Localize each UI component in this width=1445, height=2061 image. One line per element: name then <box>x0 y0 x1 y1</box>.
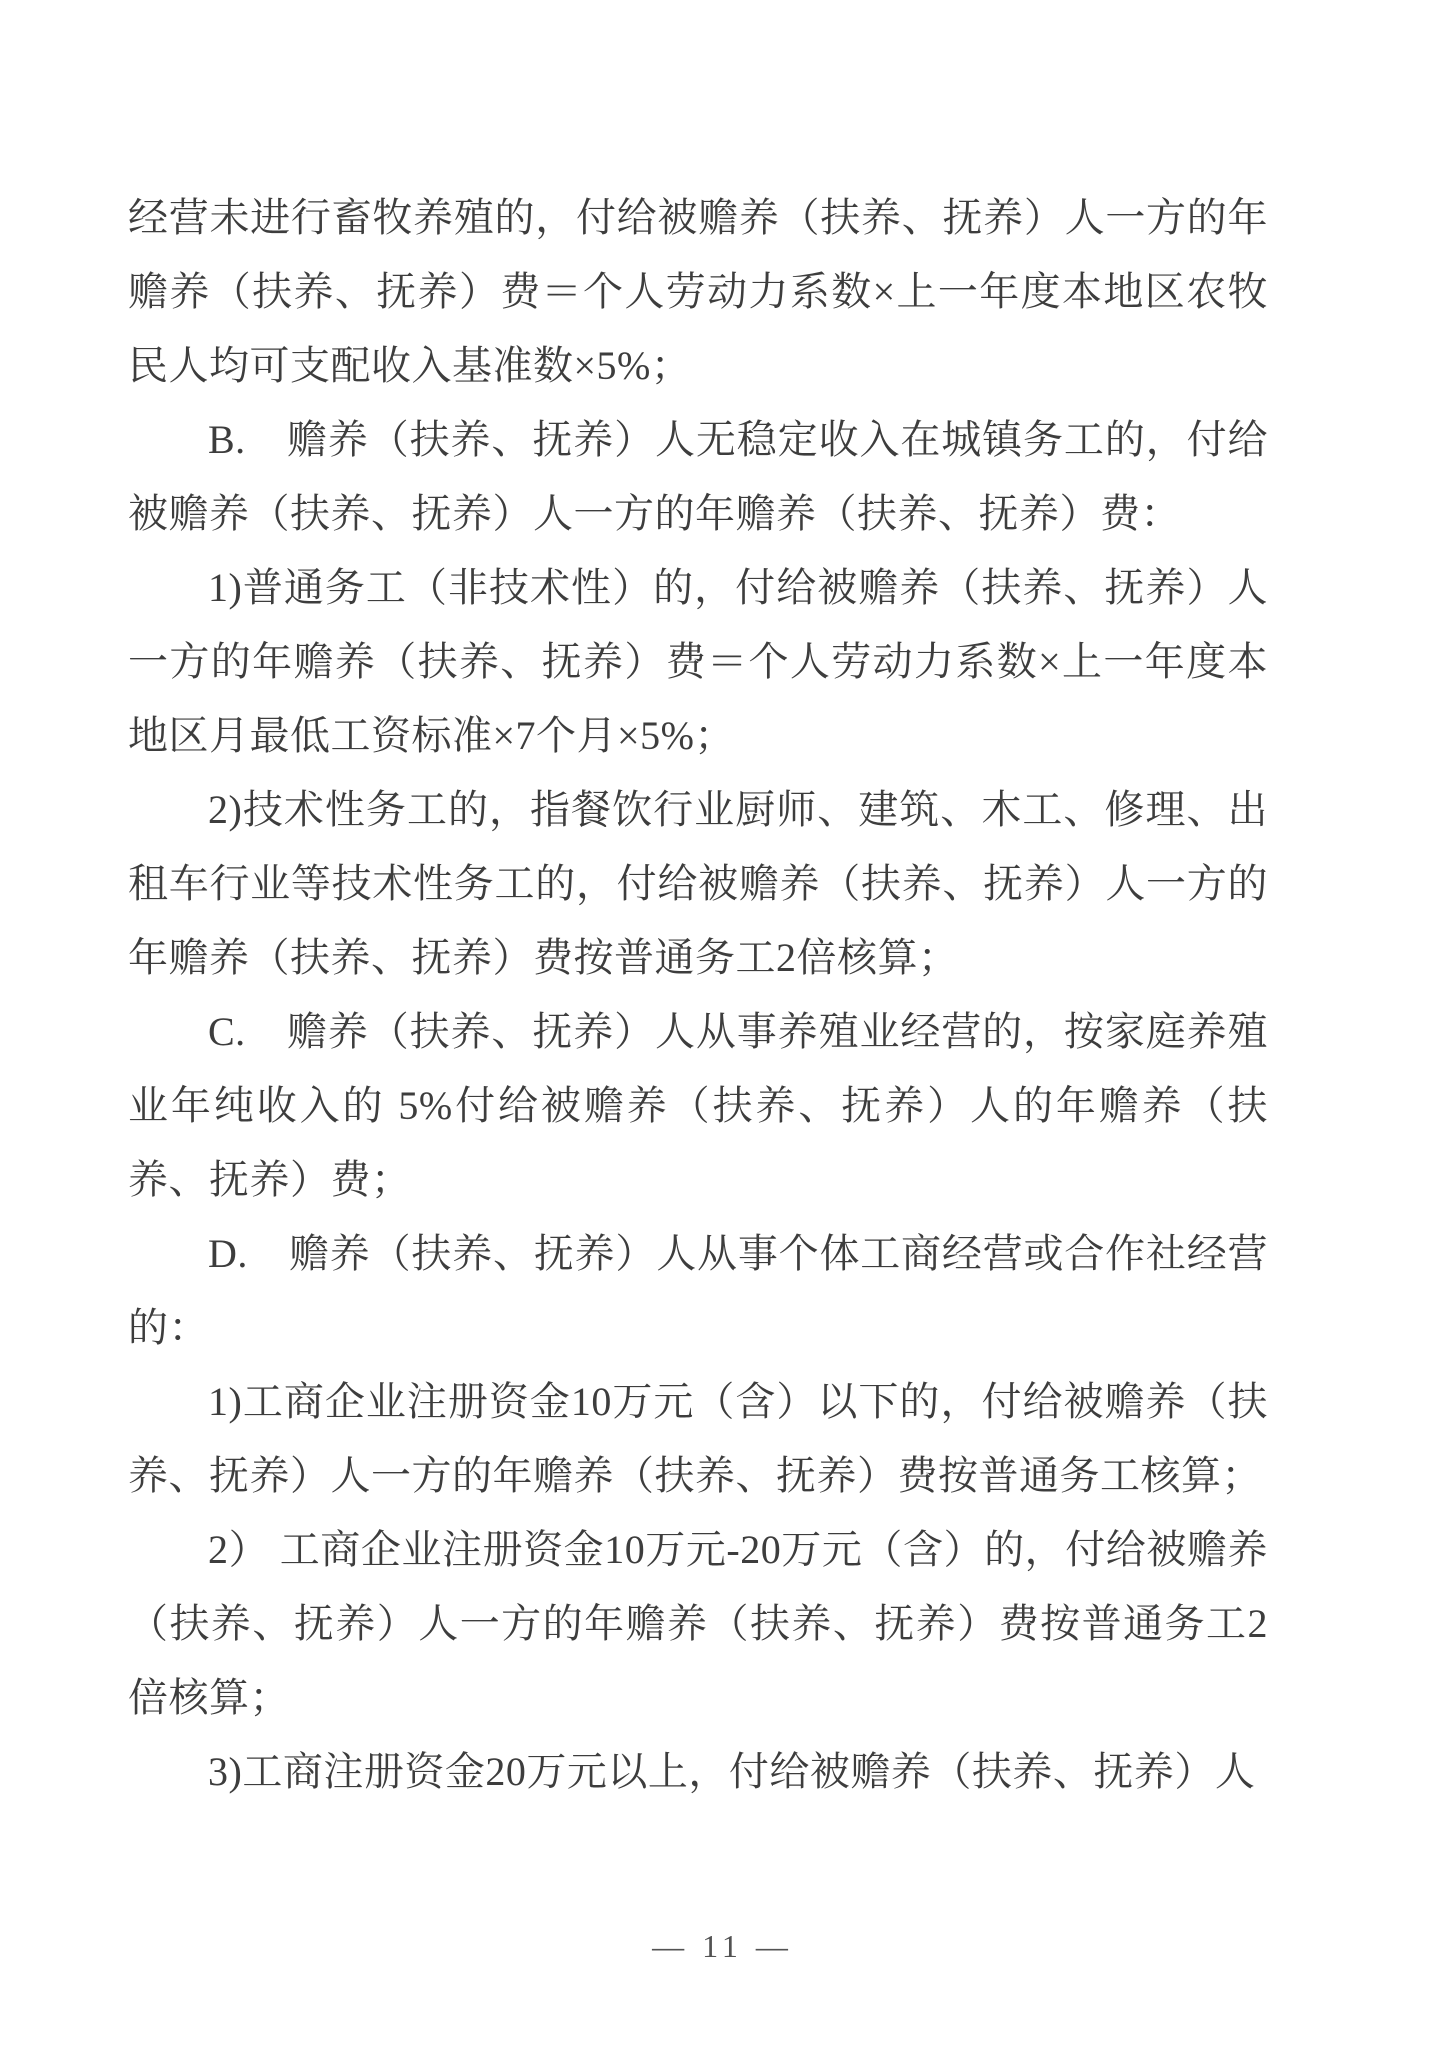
page-number: — 11 — <box>652 1928 793 1964</box>
paragraph: 3)工商注册资金20万元以上，付给被赡养（扶养、抚养）人 <box>208 1749 1256 1794</box>
paragraph: 1)普通务工（非技术性）的，付给被赡养（扶养、抚养）人一方的年赡养（扶养、抚养）费＝个人劳动力系数×上一年度本地区月最低工资标准×7个月×5%； <box>128 565 1268 758</box>
paragraph: 2)技术性务工的，指餐饮行业厨师、建筑、木工、修理、出租车行业等技术性务工的，付给被赡养（扶养、抚养）人一方的年赡养（扶养、抚养）费按普通务工2倍核算； <box>128 787 1268 980</box>
paragraph: D. 赡养（扶养、抚养）人从事个体工商经营或合作社经营的： <box>128 1231 1268 1350</box>
paragraph: B. 赡养（扶养、抚养）人无稳定收入在城镇务工的，付给被赡养（扶养、抚养）人一方的年赡养（扶养、抚养）费： <box>128 417 1268 536</box>
paragraph: 1)工商企业注册资金10万元（含）以下的，付给被赡养（扶养、抚养）人一方的年赡养（扶养、抚养）费按普通务工核算； <box>128 1379 1268 1498</box>
document-body <box>128 181 1268 1809</box>
paragraph: 经营未进行畜牧养殖的，付给被赡养（扶养、抚养）人一方的年赡养（扶养、抚养）费＝个人劳动力系数×上一年度本地区农牧民人均可支配收入基准数×5%； <box>128 195 1268 388</box>
paragraph: 2） 工商企业注册资金10万元-20万元（含）的，付给被赡养（扶养、抚养）人一方的年赡养（扶养、抚养）费按普通务工2倍核算； <box>128 1527 1268 1720</box>
paragraph: C. 赡养（扶养、抚养）人从事养殖业经营的，按家庭养殖业年纯收入的 5%付给被赡养（扶养、抚养）人的年赡养（扶养、抚养）费； <box>128 1009 1268 1202</box>
